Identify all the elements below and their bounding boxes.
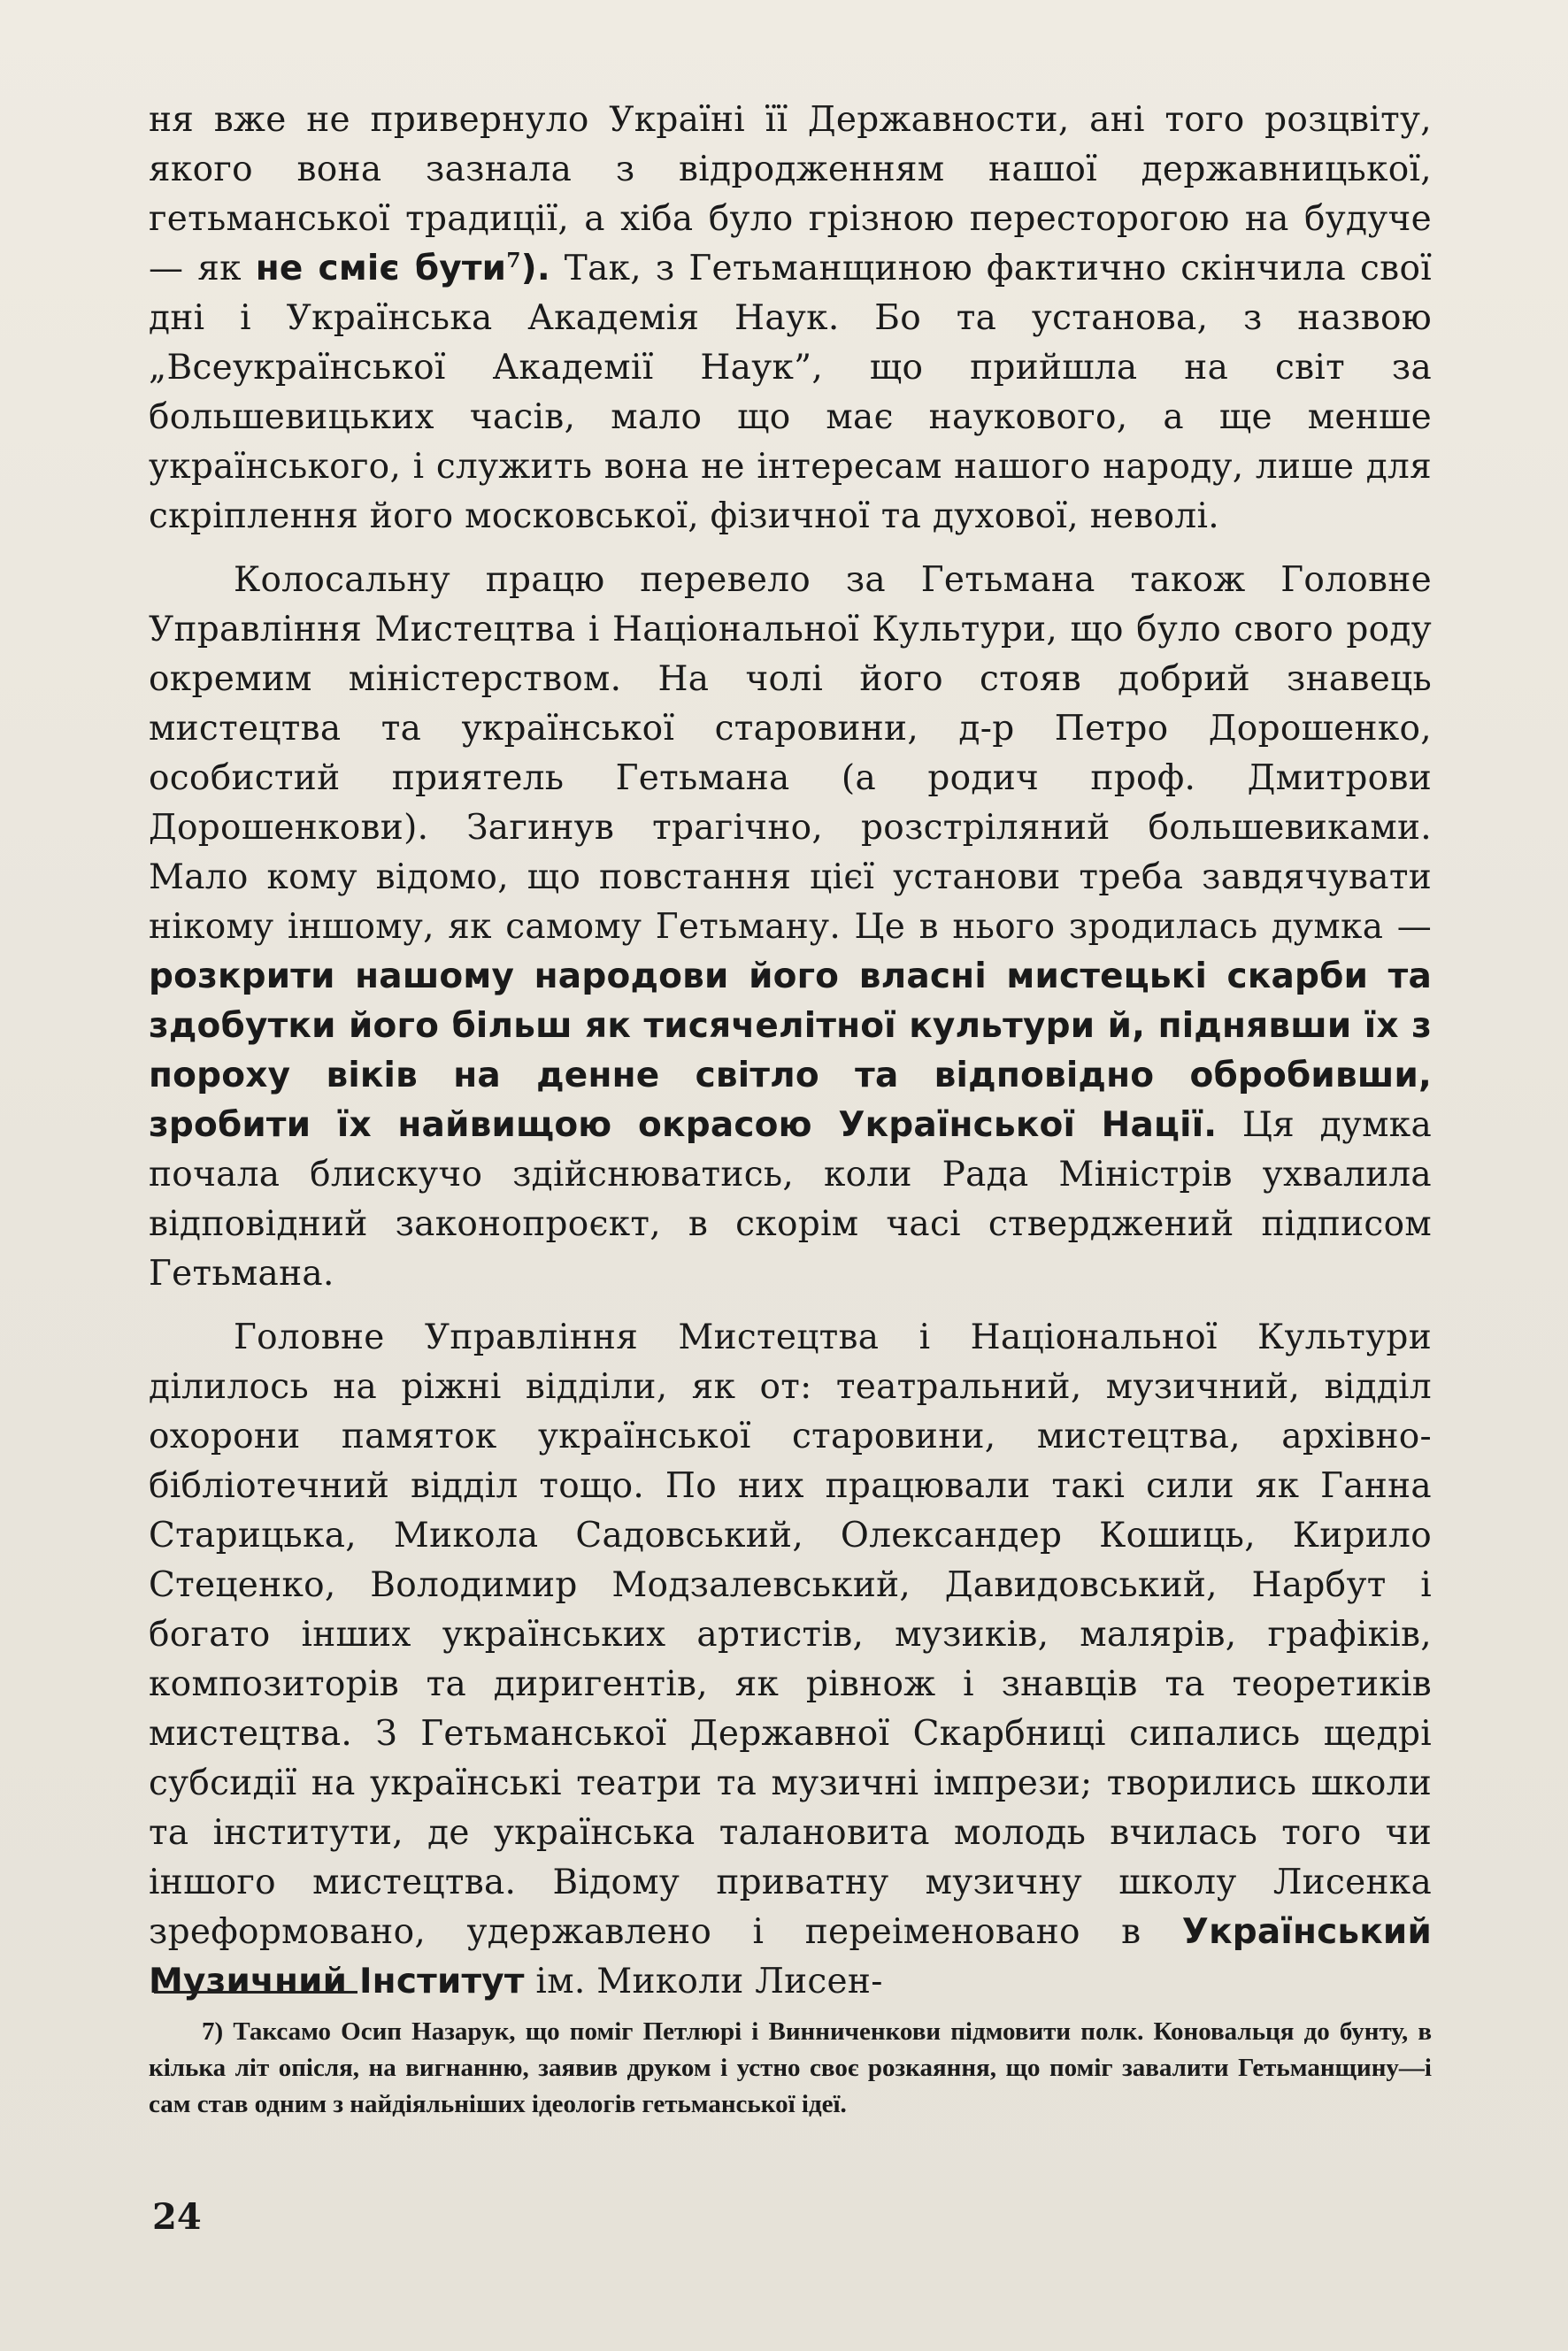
text-run: ім. Миколи Лисен- <box>524 1962 883 2001</box>
footnote-reference[interactable]: 7 <box>506 248 521 273</box>
bold-text-run: не сміє бути <box>255 249 507 288</box>
paragraph <box>149 1313 1432 2007</box>
footnote <box>149 2014 1432 2123</box>
main-text <box>149 96 1432 2007</box>
text-run: ня вже не привернуло Україні її Державности, ані того розцвіту, якого вона зазнала з відродженням нашої державницької, гетьманської традиції, а хіба було грізною пересторогою на будуче — як <box>149 100 1432 288</box>
text-run: Головне Управління Мистецтва і Національної Культури ділилось на ріжні відділи, як от: театральний, музичний, відділ охорони памяток української старовини, мистецтва, архівно-бібліотечний відділ тощо. По них працювали такі сили як Ганна Старицька, Микола Садовський, Олександер Кошиць, Кирило Стеценко, Володимир Модзалевський, Давидовський, Нарбут і богато інших українських артистів, музиків, малярів, графіків, композиторів та диригентів, як рівнож і знавців та теоретиків мистецтва. З Гетьманської Державної Скарбниці сипались щедрі субсидії на українські театри та музичні імпрези; творились школи та інститути, де українська талановита молодь вчилась того чи іншого мистецтва. Відому приватну музичну школу Лисенка зреформовано, удержавлено і переіменовано в <box>149 1318 1432 1952</box>
paragraph <box>149 96 1432 542</box>
text-run: Колосальну працю перевело за Гетьмана також Головне Управління Мистецтва і Національної Культури, що було свого роду окремим міністерством. На чолі його стояв добрий знавець мистецтва та української старовини, д-р Петро Дорошенко, особистий приятель Гетьмана (а родич проф. Дмитрови Дорошенкови). Загинув трагічно, розстріляний большевиками. Мало кому відомо, що повстання цієї установи треба завдячувати нікому іншому, як самому Гетьману. Це в нього зродилась думка — <box>149 560 1432 947</box>
bold-text-run: Український Музичний Інститут <box>149 1912 1432 2001</box>
bold-text-run: розкрити нашому народови його власні мистецькі скарби та здобутки його більш як тисячелітної культури й, піднявши їх з пороху віків на денне світло та відповідно обробивши, зробити їх найвищою окрасою Української Нації. <box>149 957 1432 1145</box>
paragraph <box>149 556 1432 1299</box>
text-run: Ця думка почала блискучо здійснюватись, коли Рада Міністрів ухвалила відповідний законопроєкт, в скорім часі стверджений підписом Гетьмана. <box>149 1105 1432 1294</box>
footnote-marker: 7) <box>202 2017 224 2046</box>
text-run: Так, з Гетьманщиною фактично скінчила свої дні і Українська Академія Наук. Бо та установа, з назвою „Всеукраїнської Академії Наук”, що прийшла на світ за большевицьких часів, мало що має наукового, а ще менше українського, і служить вона не інтересам нашого народу, лише для скріплення його московської, фізичної та духової, неволі. <box>149 249 1432 536</box>
bold-text-run: ). <box>520 249 550 288</box>
footnote-text: Таксамо Осип Назарук, що поміг Петлюрі і Винниченкови підмовити полк. Коновальця до бунту, в кілька літ опісля, на вигнанню, заявив друком і устно своє розкаяння, що поміг завалити Гетьманщину—і сам став одним з найдіяльніших ідеологів гетьманської ідеї. <box>149 2017 1432 2118</box>
page-number: 24 <box>152 2196 202 2238</box>
footnote-divider <box>154 1991 357 1994</box>
